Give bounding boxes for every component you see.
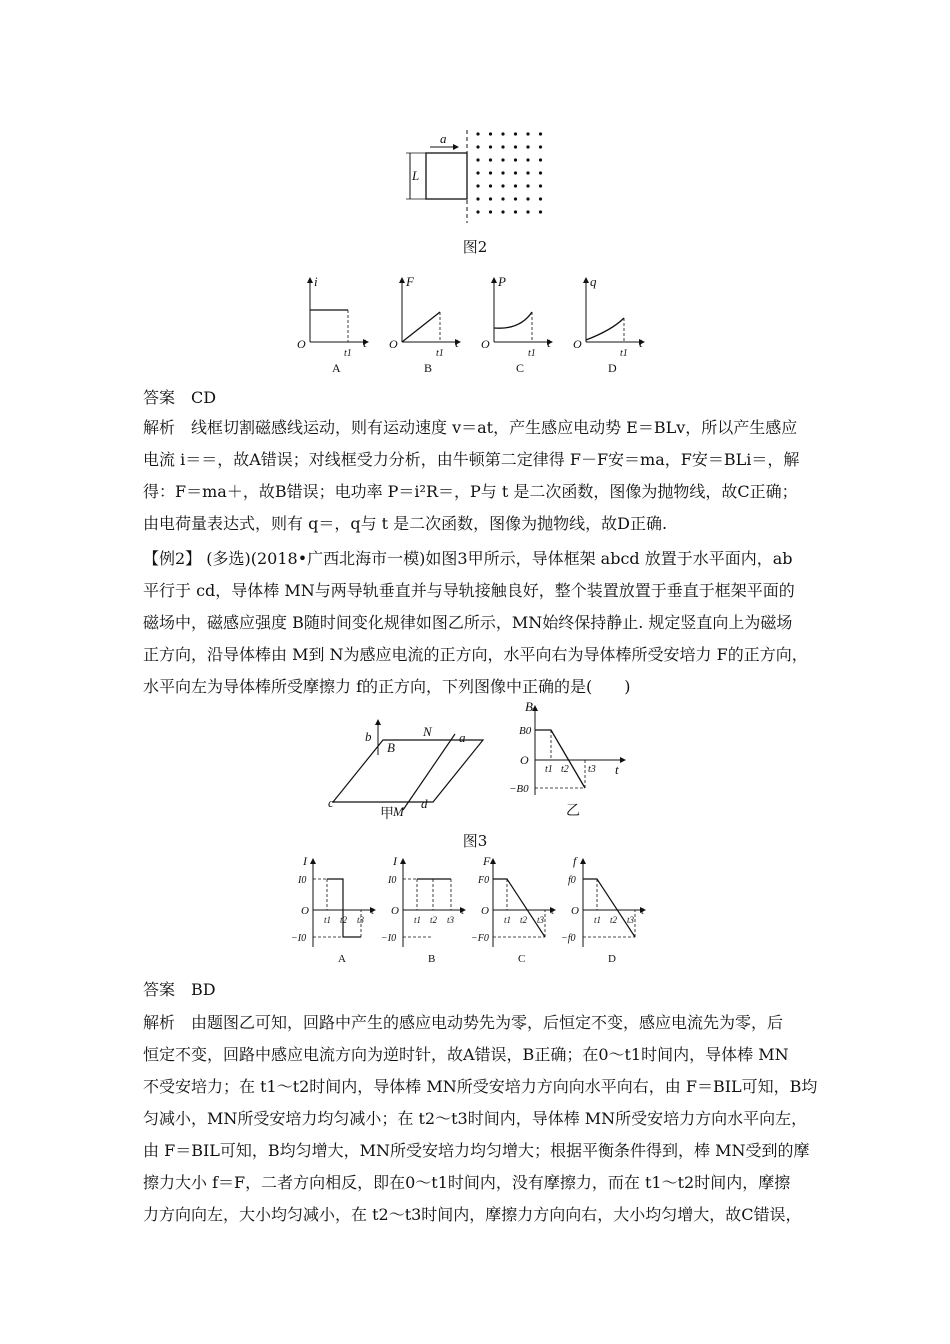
field-dot — [539, 197, 542, 200]
field-dot — [489, 132, 492, 135]
yi-x-label: t — [615, 762, 619, 777]
answer-1: 答案 CD — [143, 388, 217, 407]
yi-b0: B0 — [519, 725, 532, 737]
field-dot — [514, 184, 517, 187]
field-dot — [489, 158, 492, 161]
field-dot — [489, 145, 492, 148]
t1-label: t1 — [436, 348, 444, 359]
point-a: a — [459, 730, 466, 745]
field-B-label: B — [387, 740, 395, 755]
example-2-line: 【例2】 (多选)(2018•广西北海市一模)如图3甲所示，导体框架 abcd 放置于水平面内，ab — [143, 549, 793, 568]
field-dot — [476, 132, 479, 135]
yi-y-label: B — [525, 700, 533, 714]
figure-3-jia — [325, 700, 485, 820]
field-dot — [501, 158, 504, 161]
field-dot — [514, 132, 517, 135]
neg-label: −I0 — [381, 933, 397, 944]
figure-3-caption: 图3 — [462, 832, 488, 850]
field-dot — [476, 197, 479, 200]
analysis-2-line: 恒定不变，回路中感应电流方向为逆时针，故A错误，B正确；在0～t1时间内，导体棒 MN — [143, 1045, 789, 1064]
t1-label: t1 — [414, 915, 422, 925]
point-d: d — [421, 796, 428, 811]
point-b: b — [365, 729, 372, 744]
fig3-option-D — [561, 855, 645, 965]
x-label: t — [371, 905, 375, 917]
field-dot — [514, 197, 517, 200]
example-2-line: 磁场中，磁感应强度 B随时间变化规律如图乙所示，MN始终保持静止. 规定竖直向上为磁场 — [143, 613, 793, 632]
pos-label: I0 — [388, 875, 397, 886]
origin: O — [301, 905, 309, 917]
yi-neg-b0: −B0 — [509, 783, 529, 795]
example-2-line: 水平向左为导体棒所受摩擦力 f的正方向，下列图像中正确的是( ) — [143, 677, 631, 696]
neg-label: −F0 — [471, 933, 489, 944]
analysis-1-line: 得：F＝ma＋，故B错误；电功率 P＝i²R＝，P与 t 是二次函数，图像为抛物线，故C正确； — [143, 482, 798, 501]
field-dot — [489, 197, 492, 200]
analysis-2-line: 匀减小，MN所受安培力均匀减小；在 t2～t3时间内，导体棒 MN所受安培力方向水平向左， — [143, 1109, 808, 1128]
neg-label: −f0 — [561, 933, 576, 944]
y-label: F — [406, 274, 414, 289]
yi-t1: t1 — [545, 764, 553, 775]
option-letter: D — [608, 953, 616, 965]
t2-label: t2 — [340, 915, 348, 925]
t1-label: t1 — [528, 348, 536, 359]
t3-label: t3 — [447, 915, 455, 925]
answer-2: 答案 BD — [143, 980, 216, 999]
field-dot — [526, 171, 529, 174]
origin: O — [389, 337, 398, 351]
fig3-option-A — [291, 855, 375, 965]
field-dot — [526, 145, 529, 148]
field-dot — [526, 184, 529, 187]
option-letter: D — [608, 361, 617, 375]
field-dot — [514, 171, 517, 174]
field-dots — [476, 132, 542, 213]
x-label: t — [455, 335, 459, 350]
field-dot — [489, 184, 492, 187]
field-dot — [476, 210, 479, 213]
y-label: I — [303, 855, 307, 868]
y-label: P — [498, 274, 506, 289]
t1-label: t1 — [344, 348, 352, 359]
origin: O — [391, 905, 399, 917]
analysis-2-line: 解析 由题图乙可知，回路中产生的感应电动势先为零，后恒定不变，感应电流先为零，后 — [143, 1013, 784, 1032]
t1-label: t1 — [594, 915, 602, 925]
t2-label: t2 — [610, 915, 618, 925]
jia-label: 甲 — [380, 806, 394, 822]
field-dot — [526, 197, 529, 200]
analysis-1-line: 电流 i＝＝，故A错误；对线框受力分析，由牛顿第二定律得 F－F安＝ma，F安＝BLi＝，解 — [143, 450, 800, 469]
option-letter: B — [424, 361, 433, 375]
field-dot — [539, 184, 542, 187]
analysis-2-line: 力方向向左，大小均匀减小，在 t2～t3时间内，摩擦力方向向右，大小均匀增大，故C错误， — [143, 1205, 802, 1224]
t3-label: t3 — [627, 915, 635, 925]
figure-2-caption: 图2 — [462, 238, 488, 256]
field-dot — [501, 132, 504, 135]
point-N: N — [423, 724, 432, 739]
field-dot — [526, 210, 529, 213]
analysis-1-line: 解析 线框切割磁感线运动，则有运动速度 v＝at，产生感应电动势 E＝BLv，所以产生感应 — [143, 418, 798, 437]
field-dot — [539, 171, 542, 174]
origin: O — [297, 337, 306, 351]
pos-label: I0 — [298, 875, 307, 886]
field-dot — [489, 171, 492, 174]
fig2-option-C — [481, 274, 552, 375]
field-dot — [476, 171, 479, 174]
neg-label: −I0 — [291, 933, 307, 944]
acceleration-label: a — [440, 131, 447, 146]
option-letter: A — [332, 361, 341, 375]
field-dot — [476, 184, 479, 187]
point-M: M — [393, 804, 404, 819]
x-label: t — [641, 905, 645, 917]
length-label: L — [412, 168, 420, 183]
field-dot — [501, 184, 504, 187]
fig2-option-B — [389, 274, 460, 375]
field-dot — [514, 145, 517, 148]
t1-label: t1 — [620, 348, 628, 359]
option-letter: B — [428, 953, 436, 965]
figure-2-frame-diagram — [400, 128, 550, 224]
y-label: q — [590, 274, 597, 289]
t1-label: t1 — [324, 915, 332, 925]
x-label: t — [461, 905, 465, 917]
field-dot — [501, 197, 504, 200]
x-label: t — [363, 335, 367, 350]
analysis-2-line: 不受安培力；在 t1～t2时间内，导体棒 MN所受安培力方向向水平向右，由 F＝BIL可知，B均 — [143, 1077, 818, 1096]
fig3-option-B — [381, 855, 465, 965]
t3-label: t3 — [357, 915, 365, 925]
t3-label: t3 — [537, 915, 545, 925]
y-label: F — [483, 855, 491, 868]
field-dot — [501, 210, 504, 213]
t2-label: t2 — [520, 915, 528, 925]
y-label: f — [573, 855, 577, 868]
yi-t3: t3 — [588, 764, 596, 775]
fig2-option-A — [297, 274, 368, 375]
x-label: t — [551, 905, 555, 917]
pos-label: F0 — [478, 875, 490, 886]
point-c: c — [328, 795, 334, 810]
x-label: t — [547, 335, 551, 350]
field-dot — [539, 145, 542, 148]
example-2-line: 正方向，沿导体棒由 M到 N为感应电流的正方向，水平向右为导体棒所受安培力 F的正方向， — [143, 645, 808, 664]
option-letter: A — [338, 953, 346, 965]
analysis-2-line: 擦力大小 f＝F，二者方向相反，即在0～t1时间内，没有摩擦力，而在 t1～t2时间内，摩擦 — [143, 1173, 791, 1192]
fig3-option-C — [471, 855, 555, 965]
figure-3-options — [288, 855, 668, 970]
origin: O — [481, 905, 489, 917]
pos-label: f0 — [568, 875, 576, 886]
field-dot — [501, 171, 504, 174]
field-dot — [526, 132, 529, 135]
analysis-2-line: 由 F＝BIL可知，B均匀增大，MN所受安培力均匀增大；根据平衡条件得到，棒 MN受到的摩 — [143, 1141, 810, 1160]
field-dot — [476, 158, 479, 161]
t1-label: t1 — [504, 915, 512, 925]
y-label: I — [393, 855, 397, 868]
field-dot — [526, 158, 529, 161]
field-dot — [514, 210, 517, 213]
analysis-1-line: 由电荷量表达式，则有 q＝，q与 t 是二次函数，图像为抛物线，故D正确. — [143, 514, 668, 533]
figure-3-yi — [505, 700, 635, 800]
option-letter: C — [518, 953, 526, 965]
origin: O — [571, 905, 579, 917]
field-dot — [539, 158, 542, 161]
yi-label: 乙 — [566, 803, 580, 819]
field-dot — [501, 145, 504, 148]
yi-origin: O — [520, 753, 529, 767]
field-dot — [539, 210, 542, 213]
field-dot — [514, 158, 517, 161]
y-label: i — [314, 274, 318, 289]
option-letter: C — [516, 361, 525, 375]
example-2-line: 平行于 cd，导体棒 MN与两导轨垂直并与导轨接触良好，整个装置放置于垂直于框架平面的 — [143, 581, 795, 600]
t2-label: t2 — [430, 915, 438, 925]
field-dot — [539, 132, 542, 135]
x-label: t — [639, 335, 643, 350]
origin: O — [573, 337, 582, 351]
figure-2-options — [285, 272, 665, 380]
field-dot — [476, 145, 479, 148]
yi-t2: t2 — [561, 764, 569, 775]
fig2-option-D — [573, 274, 644, 375]
origin: O — [481, 337, 490, 351]
field-dot — [489, 210, 492, 213]
